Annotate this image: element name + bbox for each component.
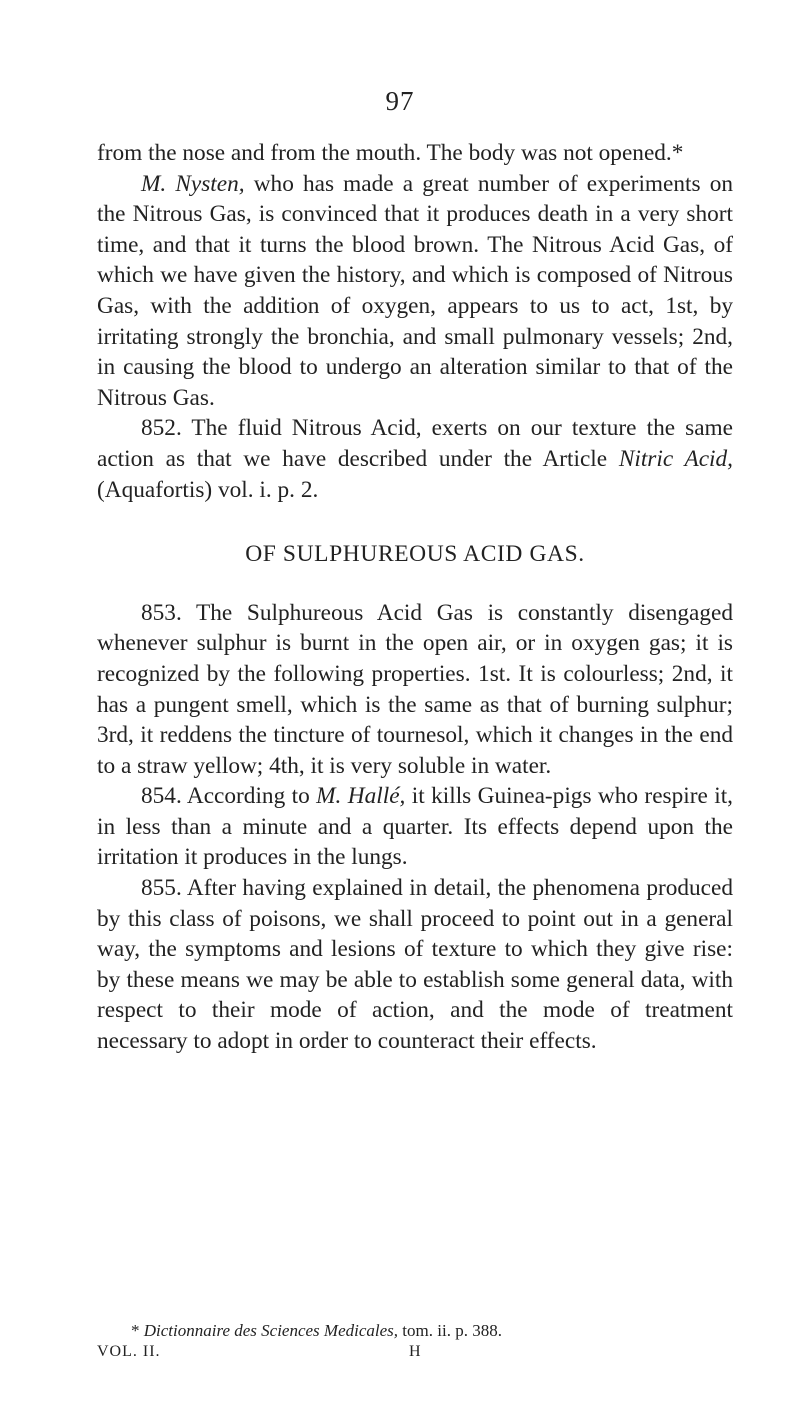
paragraph-text: 852. The fluid Nitrous Acid, exerts on our texture the same action as that we have described under the Article <box>97 415 733 472</box>
paragraph-nysten <box>97 169 733 414</box>
volume-label: VOL. II. <box>97 1343 161 1360</box>
paragraph-text: 854. According to <box>141 783 317 810</box>
paragraph-text: from the nose and from the mouth. The body was not opened.* <box>97 140 684 166</box>
paragraph-text: (Aquafortis) vol. i. p. 2. <box>97 476 319 503</box>
footnote-marker: * <box>131 1321 140 1340</box>
paragraph-853 <box>97 598 733 782</box>
paragraph-854 <box>97 781 733 873</box>
paragraph-text: it kills Guinea-pigs who respire it, in less than a minute and a quarter. Its effects depend upon the irritation it produces in the lungs. <box>97 783 733 871</box>
author-name: M. Nysten, <box>141 170 245 197</box>
footnote <box>97 1319 733 1343</box>
section-heading: OF SULPHUREOUS ACID GAS. <box>245 541 585 568</box>
paragraph-text: 853. The Sulphureous Acid Gas is constantly disengaged whenever sulphur is burnt in the open air, or in oxygen gas; it is recognized by the following properties. 1st. It is colourless; 2nd, it has a pungent smell, which is the same as that of burning sulphur; 3rd, it reddens the tincture of tournesol, which it changes in the end to a straw yellow; 4th, it is very soluble in water. <box>97 599 733 779</box>
footnote-line <box>97 1319 733 1343</box>
footnote-reference: tom. ii. p. 388. <box>398 1321 502 1340</box>
paragraph-text: 855. After having explained in detail, the phenomena produced by this class of poisons, we shall proceed to point out in a general way, the symptoms and lesions of texture to which they give rise: by these means we may be able to establish some general data, with respect to their mode of action, and the mode of treatment necessary to adopt in order to counteract their effects. <box>97 875 733 1055</box>
footnote-source: Dictionnaire des Sciences Medicales, <box>143 1321 399 1340</box>
signature-mark: H <box>409 1343 422 1360</box>
paragraph-text: who has made a great number of experiments on the Nitrous Gas, is convinced that it produces death in a very short time, and that it turns the blood brown. The Nitrous Acid Gas, of which we have given the history, and which is composed of Nitrous Gas, with the addition of oxygen, appears to us to act, 1st, by irritating strongly the bronchia, and small pulmonary vessels; 2nd, in causing the blood to undergo an alteration similar to that of the Nitrous Gas. <box>97 170 733 411</box>
page-footer <box>97 1343 733 1361</box>
paragraph-852 <box>97 413 733 505</box>
author-name: M. Hallé, <box>316 783 406 810</box>
paragraph-continuation <box>97 138 733 169</box>
body-text <box>97 138 733 1057</box>
page-number: 97 <box>385 86 415 116</box>
article-title: Nitric Acid, <box>618 445 733 472</box>
paragraph-855 <box>97 873 733 1057</box>
